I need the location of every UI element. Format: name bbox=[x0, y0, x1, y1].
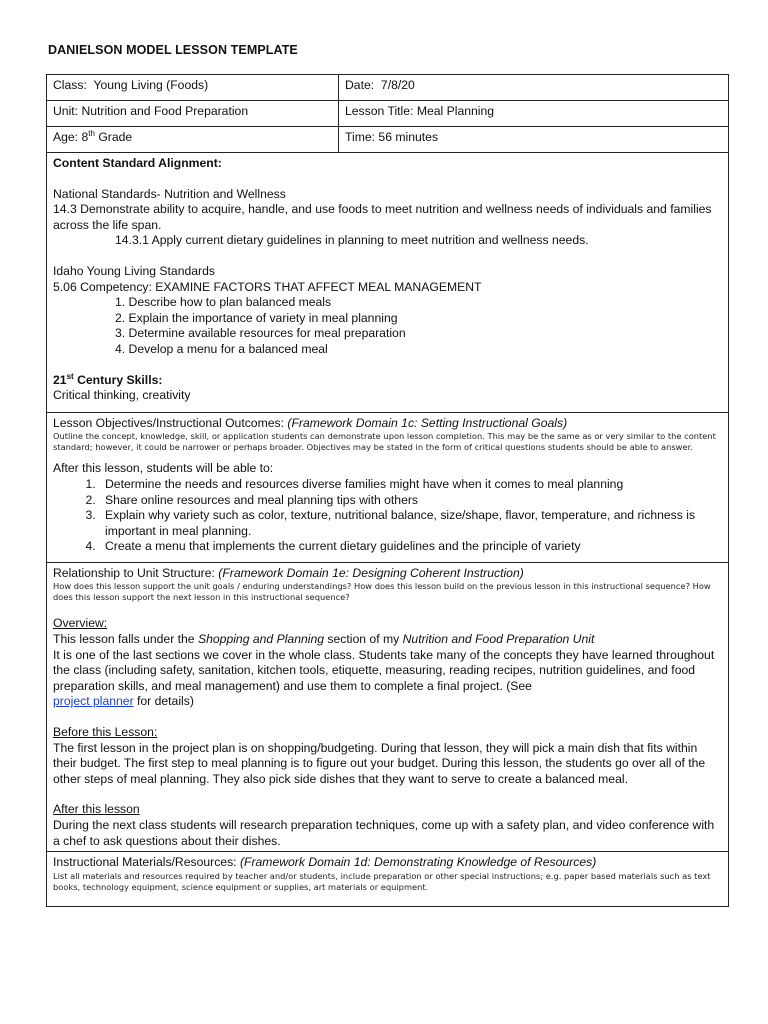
time-cell bbox=[339, 127, 729, 153]
lesson-title-value: Meal Planning bbox=[416, 104, 495, 118]
relationship-instructions: How does this lesson support the unit goals / enduring understandings? How does this lesson build on the previous lesson in this instructional sequence? How does this lesson support the next lesson in this instructional sequence? bbox=[53, 581, 711, 603]
competency-item: 1. Describe how to plan balanced meals bbox=[115, 295, 332, 310]
relationship-framework: (Framework Domain 1e: Designing Coherent Instruction) bbox=[218, 565, 524, 580]
materials-heading-line bbox=[53, 855, 722, 871]
age-suffix: th bbox=[88, 128, 95, 138]
objectives-instructions: Outline the concept, knowledge, skill, or application students can demonstrate upon lesson completion. This may be the same as or very similar to the content standard; however, it could be narrower or perhaps broader. Objectives may be stated in the form of critical questions students should be able to answer. bbox=[53, 431, 716, 453]
objective-item: 1. Determine the needs and resources diverse families might have when it comes to meal planning bbox=[99, 477, 722, 493]
objectives-heading: Lesson Objectives/Instructional Outcomes: bbox=[53, 415, 284, 430]
overview-section-name: Shopping and Planning bbox=[197, 632, 325, 647]
before-lesson-text: The first lesson in the project plan is on shopping/budgeting. During that lesson, they will pick a main dish that fits within their budget. The first step to meal planning is to figure out your budget. During this lesson, the students go over all of the other steps of meal planning. They also pick side dishes that they want to serve to create a balanced meal. bbox=[53, 740, 706, 786]
overview-text: This lesson falls under the bbox=[53, 632, 198, 647]
class-cell bbox=[47, 75, 339, 101]
objective-item: 2. Share online resources and meal planning tips with others bbox=[99, 493, 722, 509]
after-lesson-heading: After this lesson bbox=[53, 802, 140, 817]
objectives-row bbox=[47, 412, 729, 562]
age-label: Age: bbox=[53, 130, 79, 144]
overview-text: It is one of the last sections we cover in the whole class. Students take many of the concepts they have learned throughout the class (including safety, sanitation, kitchen tools, etiquette, measuring, reading recipes, nutrition guidelines, and food preparation skills, and meal management) and use them to complete a final project. (See bbox=[53, 647, 715, 693]
class-label: Class: bbox=[53, 78, 87, 92]
standards-row bbox=[47, 153, 729, 413]
unit-value: Nutrition and Food Preparation bbox=[81, 104, 249, 118]
objectives-list bbox=[53, 477, 722, 555]
document-title: DANIELSON MODEL LESSON TEMPLATE bbox=[48, 43, 298, 57]
lesson-template-table bbox=[46, 74, 729, 907]
time-value: 56 minutes bbox=[378, 130, 439, 144]
century-skills-heading bbox=[53, 373, 722, 389]
after-lesson-text: During the next class students will research preparation techniques, come up with a safety plan, and video conference with a chef to ask questions about their dishes. bbox=[53, 818, 715, 848]
materials-heading: Instructional Materials/Resources: bbox=[53, 855, 237, 870]
unit-row bbox=[47, 101, 729, 127]
idaho-standards-heading: Idaho Young Living Standards bbox=[53, 263, 215, 278]
unit-cell bbox=[47, 101, 339, 127]
standards-cell bbox=[47, 153, 729, 413]
national-standards-heading: National Standards- Nutrition and Wellness bbox=[53, 186, 286, 201]
national-standard-text: 14.3 Demonstrate ability to acquire, handle, and use foods to meet nutrition and wellness needs of individuals and families across the life span. bbox=[53, 202, 712, 232]
lesson-title-cell bbox=[339, 101, 729, 127]
materials-instructions: List all materials and resources required by teacher and/or students, include preparation or other special instructions; e.g. paper based materials such as text books, technology equipment, science equipment or supplies, art materials or equipment. bbox=[53, 870, 711, 892]
century-skills-number: 21 bbox=[53, 372, 67, 387]
time-label: Time: bbox=[345, 130, 376, 144]
competency-item: 3. Determine available resources for meal preparation bbox=[115, 326, 406, 341]
competency-item: 2. Explain the importance of variety in meal planning bbox=[115, 310, 398, 325]
objective-item: 4. Create a menu that implements the current dietary guidelines and the principle of variety bbox=[99, 539, 722, 555]
overview-paragraph-2 bbox=[53, 648, 722, 710]
century-skills-suffix: st bbox=[66, 371, 74, 381]
project-planner-link[interactable]: project planner bbox=[53, 694, 134, 709]
objectives-intro: After this lesson, students will be able to: bbox=[53, 461, 274, 476]
unit-label: Unit: bbox=[53, 104, 79, 118]
standards-heading: Content Standard Alignment: bbox=[53, 156, 222, 170]
age-row bbox=[47, 127, 729, 153]
age-grade: Grade bbox=[98, 130, 133, 144]
relationship-heading: Relationship to Unit Structure: bbox=[53, 565, 215, 580]
competency: 5.06 Competency: EXAMINE FACTORS THAT AFFECT MEAL MANAGEMENT bbox=[53, 279, 482, 294]
materials-framework: (Framework Domain 1d: Demonstrating Knowledge of Resources) bbox=[239, 855, 597, 870]
date-cell bbox=[339, 75, 729, 101]
overview-unit-name: Nutrition and Food Preparation Unit bbox=[402, 632, 595, 647]
overview-text: section of my bbox=[324, 632, 403, 647]
date-label: Date: bbox=[345, 78, 375, 92]
national-substandard: 14.3.1 Apply current dietary guidelines in planning to meet nutrition and wellness needs. bbox=[115, 233, 589, 248]
objectives-heading-line bbox=[53, 416, 722, 432]
competency-item: 4. Develop a menu for a balanced meal bbox=[115, 341, 328, 356]
materials-row bbox=[47, 852, 729, 907]
lesson-title-label: Lesson Title: bbox=[345, 104, 414, 118]
class-row bbox=[47, 75, 729, 101]
overview-paragraph-1 bbox=[53, 632, 722, 648]
materials-cell bbox=[47, 852, 729, 907]
century-skills-heading-rest: Century Skills: bbox=[77, 372, 163, 387]
relationship-row bbox=[47, 562, 729, 851]
objective-item: 3. Explain why variety such as color, texture, nutritional balance, size/shape, flavor, temperature, and richness is important in meal planning. bbox=[99, 508, 722, 539]
relationship-cell bbox=[47, 562, 729, 851]
age-number: 8 bbox=[81, 130, 89, 144]
century-skills-text: Critical thinking, creativity bbox=[53, 388, 191, 403]
overview-heading: Overview: bbox=[53, 616, 108, 631]
age-cell bbox=[47, 127, 339, 153]
date-value: 7/8/20 bbox=[380, 78, 415, 92]
objectives-framework: (Framework Domain 1c: Setting Instructional Goals) bbox=[287, 415, 568, 430]
before-lesson-heading: Before this Lesson: bbox=[53, 725, 158, 740]
relationship-heading-line bbox=[53, 566, 722, 582]
class-value: Young Living (Foods) bbox=[93, 78, 209, 92]
overview-text: for details) bbox=[133, 694, 194, 709]
objectives-cell bbox=[47, 412, 729, 562]
